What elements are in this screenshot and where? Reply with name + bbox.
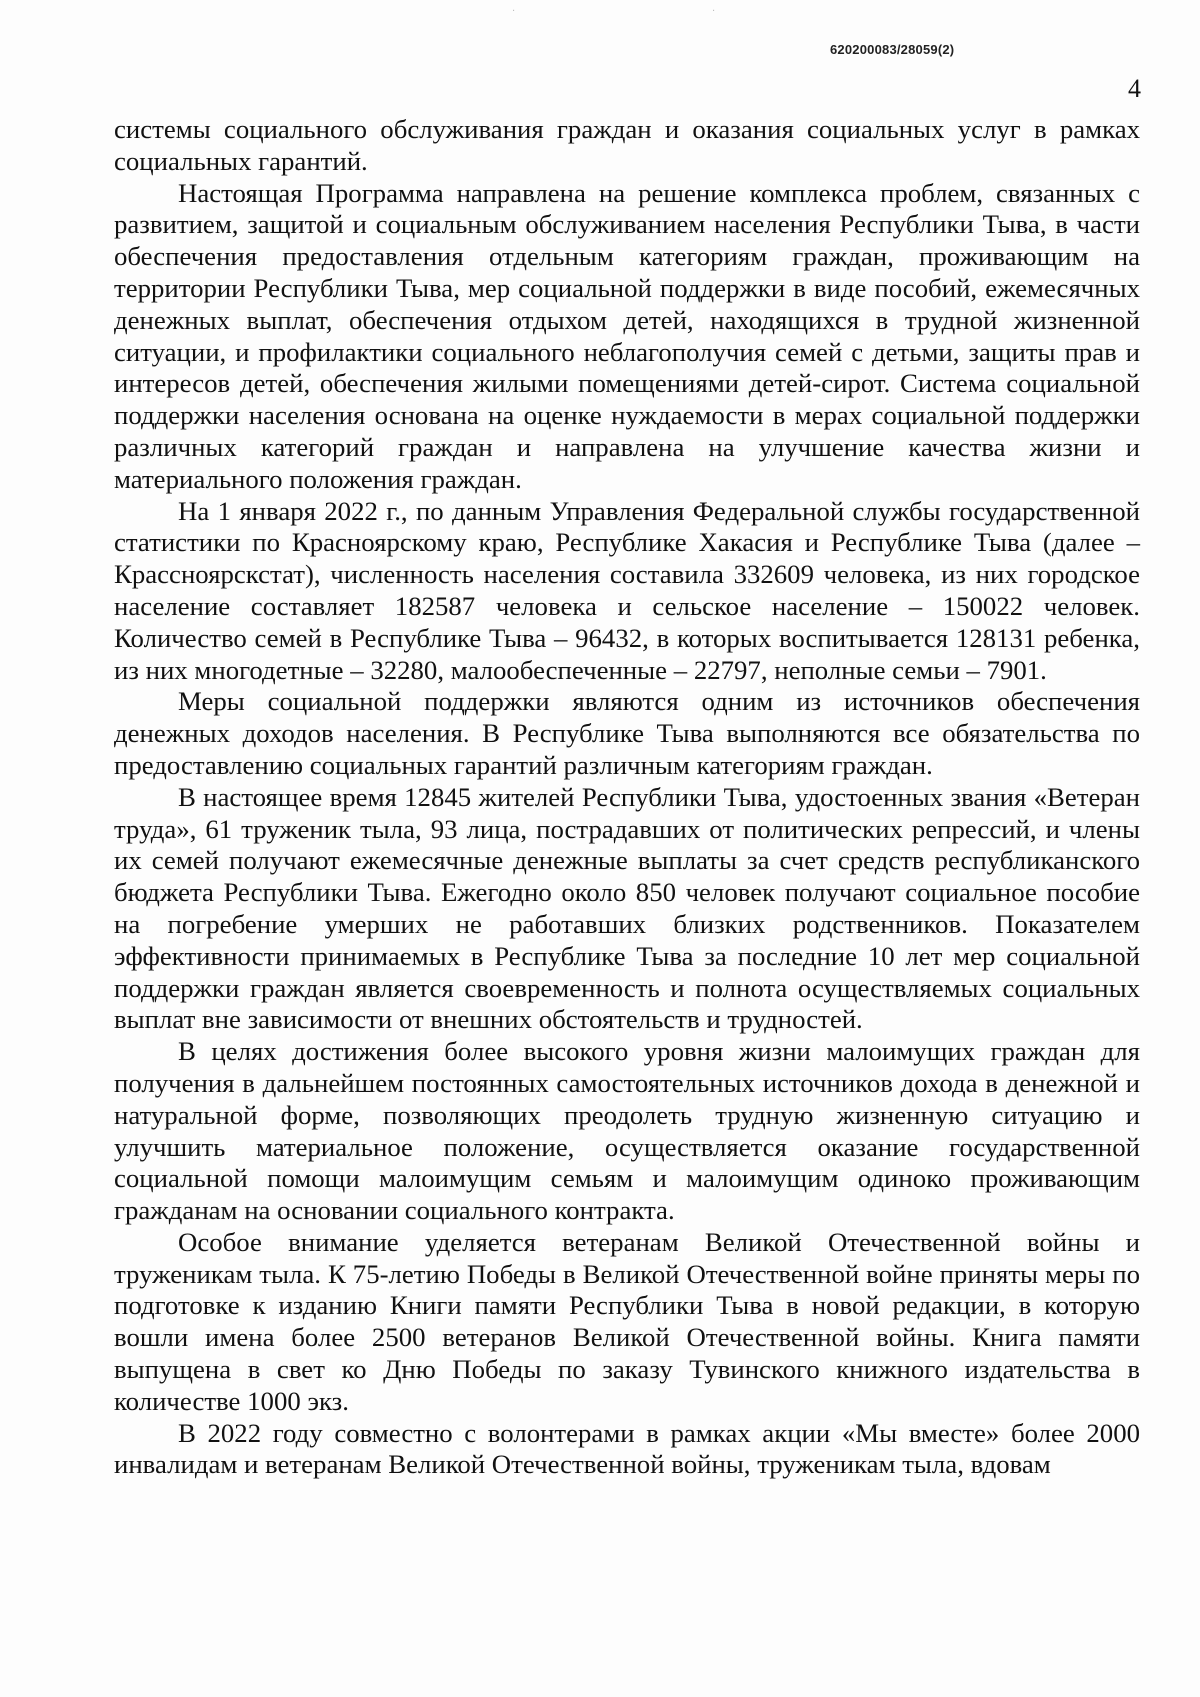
paragraph: Особое внимание уделяется ветеранам Великой Отечественной войны и труженикам тыла. К 75-летию Победы в Великой Отечественной войне приняты меры по подготовке к изданию Книги памяти Республики Тыва в новой редакции, в которую вошли имена более 2500 ветеранов Великой Отечественной войны. Книга памяти выпущена в свет ко Дню Победы по заказу Тувинского книжного издательства в количестве 1000 экз. bbox=[114, 1226, 1140, 1416]
paragraph: Настоящая Программа направлена на решение комплекса проблем, связанных с развитием, защитой и социальным обслуживанием населения Республики Тыва, в части обеспечения предоставления отдельным категориям граждан, проживающим на территории Республики Тыва, мер социальной поддержки в виде пособий, ежемесячных денежных выплат, обеспечения отдыхом детей, находящихся в трудной жизненной ситуации, и профилактики социального неблагополучия семей с детьми, защиты прав и интересов детей, обеспечения жилыми помещениями детей-сирот. Система социальной поддержки населения основана на оценке нуждаемости в мерах социальной поддержки различных категорий граждан и направлена на улучшение качества жизни и материального положения граждан. bbox=[114, 177, 1140, 494]
document-body bbox=[114, 114, 1140, 1481]
paragraph: Меры социальной поддержки являются одним из источников обеспечения денежных доходов населения. В Республике Тыва выполняются все обязательства по предоставлению социальных гарантий различным категориям граждан. bbox=[114, 686, 1140, 780]
paragraph: системы социального обслуживания граждан и оказания социальных услуг в рамках социальных гарантий. bbox=[114, 114, 1140, 176]
paragraph: В 2022 году совместно с волонтерами в рамках акции «Мы вместе» более 2000 инвалидам и ветеранам Великой Отечественной войны, труженикам тыла, вдовам bbox=[114, 1417, 1140, 1480]
paragraph: В целях достижения более высокого уровня жизни малоимущих граждан для получения в дальнейшем постоянных самостоятельных источников дохода в денежной и натуральной форме, позволяющих преодолеть трудную жизненную ситуацию и улучшить материальное положение, осуществляется оказание государственной социальной помощи малоимущим семьям и малоимущим одиноко проживающим гражданам на основании социального контракта. bbox=[114, 1036, 1140, 1226]
page-number: 4 bbox=[1128, 74, 1141, 103]
scan-speck: · bbox=[512, 6, 516, 17]
document-id: 620200083/28059(2) bbox=[830, 42, 955, 57]
paragraph: В настоящее время 12845 жителей Республики Тыва, удостоенных звания «Ветеран труда», 61 труженик тыла, 93 лица, пострадавших от политических репрессий, и члены их семей получают ежемесячные денежные выплаты за счет средств республиканского бюджета Республики Тыва. Ежегодно около 850 человек получают социальное пособие на погребение умерших не работавших близких родственников. Показателем эффективности принимаемых в Республике Тыва за последние 10 лет мер социальной поддержки граждан является своевременность и полнота осуществляемых социальных выплат вне зависимости от внешних обстоятельств и трудностей. bbox=[114, 781, 1140, 1035]
paragraph: На 1 января 2022 г., по данным Управления Федеральной службы государственной статистики по Красноярскому краю, Республике Хакасия и Республике Тыва (далее – Крассноярскстат), численность населения составила 332609 человека, из них городское население составляет 182587 человека и сельское население – 150022 человек. Количество семей в Республике Тыва – 96432, в которых воспитывается 128131 ребенка, из них многодетные – 32280, малообеспеченные – 22797, неполные семьи – 7901. bbox=[114, 495, 1140, 685]
scan-speck: · bbox=[712, 6, 716, 17]
